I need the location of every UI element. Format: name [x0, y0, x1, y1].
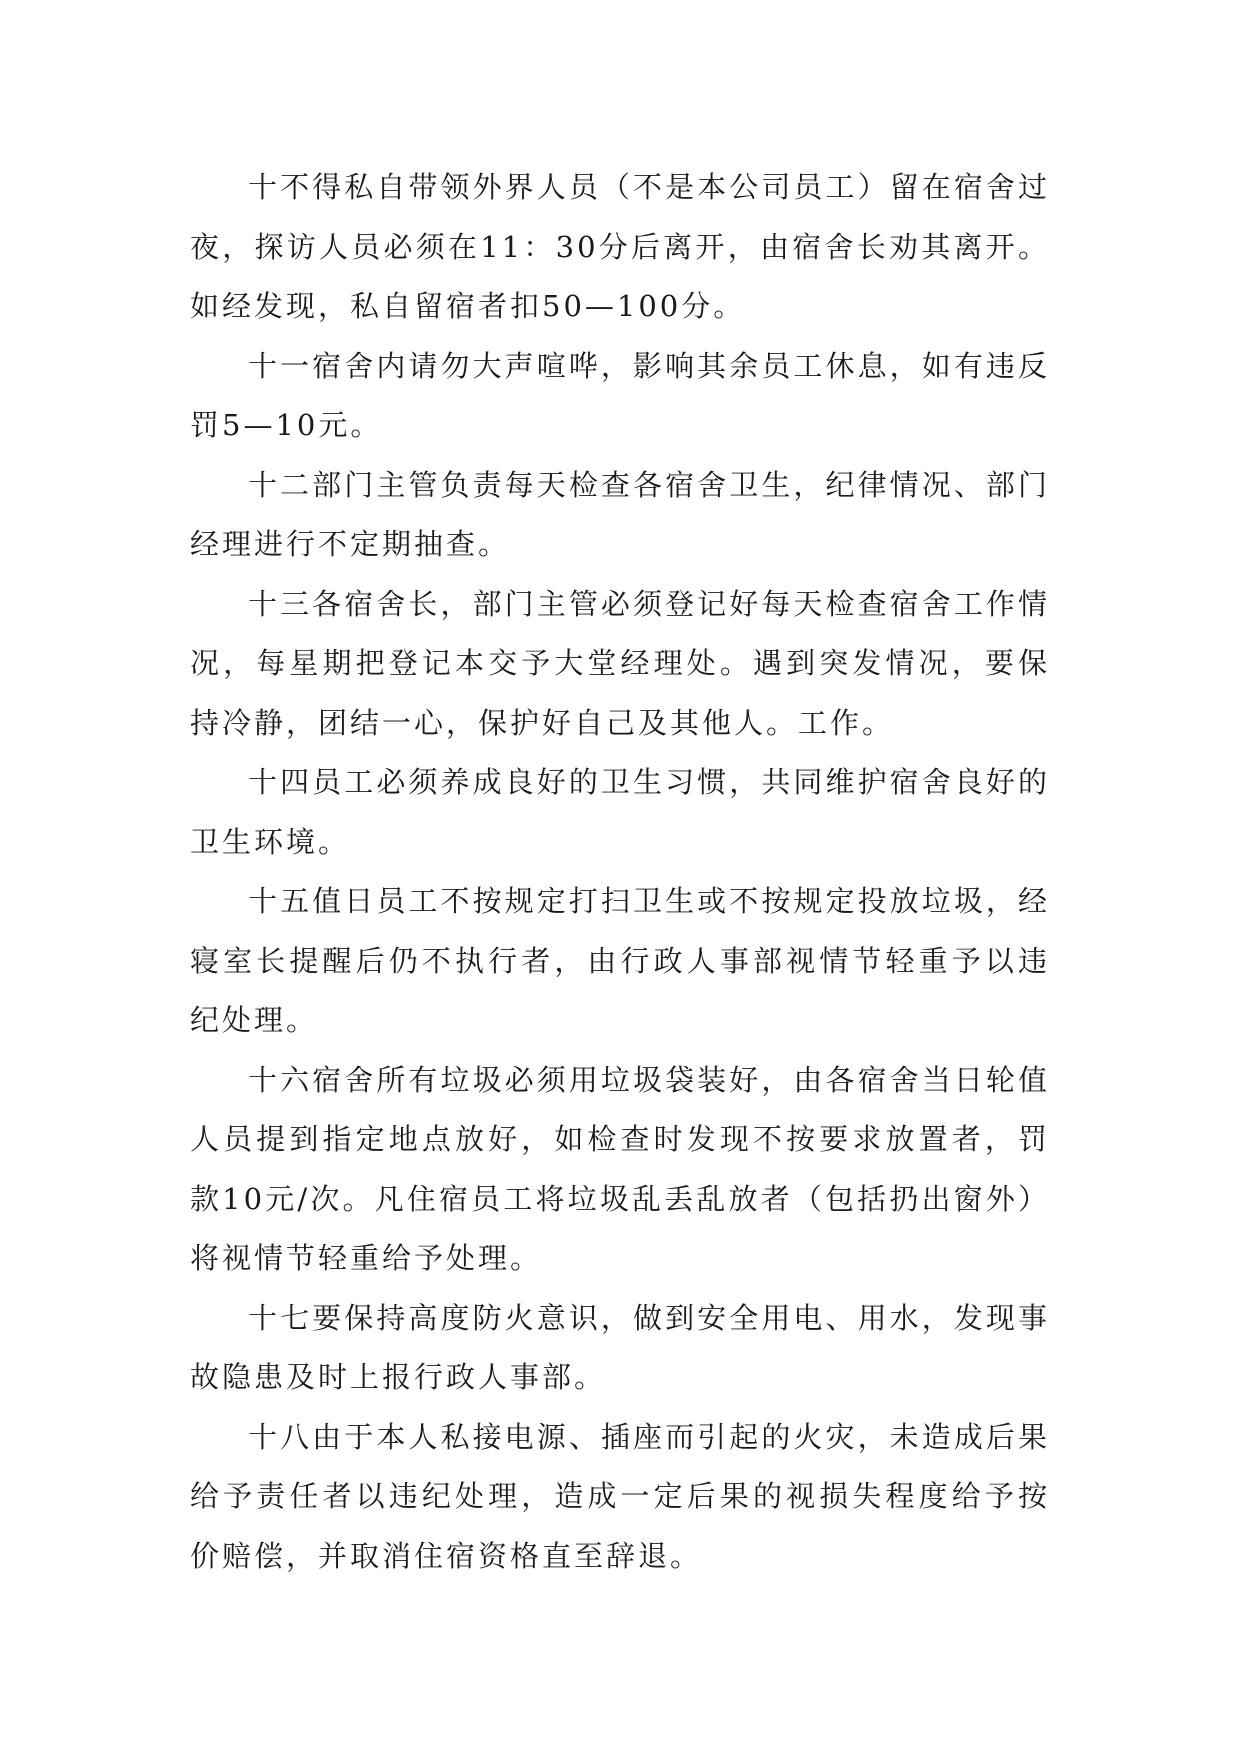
- paragraph-rule-10: 十不得私自带领外界人员（不是本公司员工）留在宿舍过夜，探访人员必须在11：30分后离开，由宿舍长劝其离开。如经发现，私自留宿者扣50—100分。: [190, 170, 1050, 323]
- paragraph-rule-15: 十五值日员工不按规定打扫卫生或不按规定投放垃圾，经寝室长提醒后仍不执行者，由行政人事部视情节轻重予以违纪处理。: [190, 884, 1050, 1037]
- paragraph-rule-11: 十一宿舍内请勿大声喧哗，影响其余员工休息，如有违反罚5—10元。: [190, 348, 1050, 442]
- paragraph-rule-14: 十四员工必须养成良好的卫生习惯，共同维护宿舍良好的卫生环境。: [190, 765, 1050, 859]
- paragraph-rule-16: 十六宿舍所有垃圾必须用垃圾袋装好，由各宿舍当日轮值人员提到指定地点放好，如检查时发现不按要求放置者，罚款10元/次。凡住宿员工将垃圾乱丢乱放者（包括扔出窗外）将视情节轻重给予处理。: [190, 1062, 1050, 1275]
- paragraph-rule-17: 十七要保持高度防火意识，做到安全用电、用水，发现事故隐患及时上报行政人事部。: [190, 1300, 1050, 1394]
- document-body: [190, 158, 1050, 1586]
- paragraph-rule-12: 十二部门主管负责每天检查各宿舍卫生，纪律情况、部门经理进行不定期抽查。: [190, 467, 1050, 561]
- paragraph-rule-13: 十三各宿舍长，部门主管必须登记好每天检查宿舍工作情况，每星期把登记本交予大堂经理处。遇到突发情况，要保持冷静，团结一心，保护好自己及其他人。工作。: [190, 586, 1050, 740]
- paragraph-rule-18: 十八由于本人私接电源、插座而引起的火灾，未造成后果给予责任者以违纪处理，造成一定后果的视损失程度给予按价赔偿，并取消住宿资格直至辞退。: [190, 1419, 1050, 1573]
